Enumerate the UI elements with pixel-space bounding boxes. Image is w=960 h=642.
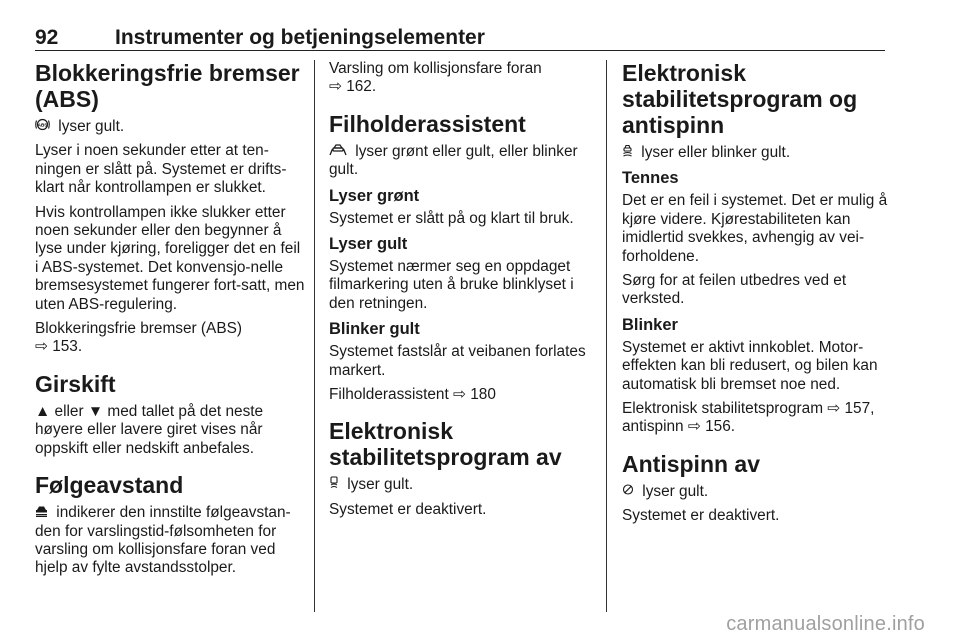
lights-up-heading: Tennes	[622, 169, 679, 188]
column-2	[329, 60, 594, 525]
abs-indicator-line: ABS lyser gult.	[35, 118, 305, 136]
blinks-yellow-text: Systemet fastslår at veibanen forlates markert.	[329, 343, 586, 379]
page-number: 92	[35, 26, 59, 49]
lights-yellow-text: Systemet nærmer seg en oppdaget filmarkering uten å bruke blinklyset i den retningen.	[329, 258, 574, 312]
lane-assist-text: lyser grønt eller gult, eller blinker gult.	[329, 142, 578, 179]
gear-shift-heading: Girskift	[35, 370, 116, 397]
abs-paragraph-1: Lyser i noen sekunder etter at ten-ningen er slått på. Systemet er drifts-klart når kontrollampen er slukket.	[35, 142, 287, 197]
abs-cross-reference: Blokkeringsfrie bremser (ABS) ⇨ 153.	[35, 320, 242, 356]
lane-assist-heading: Filholderassistent	[329, 110, 526, 137]
traction-control-off-indicator-line: lyser gult.	[622, 483, 890, 501]
esp-off-indicator-line: lyser gult.	[329, 476, 594, 494]
traction-control-off-heading: Antispinn av	[622, 450, 761, 477]
lights-up-text-2: Sørg for at feilen utbedres ved et verksted.	[622, 272, 847, 308]
column-3	[622, 60, 890, 532]
reference-arrow-icon: ⇨	[687, 418, 701, 436]
reference-arrow-icon: ⇨	[453, 386, 466, 404]
reference-arrow-icon: ⇨	[35, 338, 48, 356]
esp-heading: Elektronisk stabilitetsprogram og antispinn	[622, 60, 858, 138]
following-distance-text: indikerer den innstilte følgeavstan-den for varslingstid-følsomheten for varsling om kollisjonsfare foran ved hjelp av fylte avstandsstolper.	[35, 504, 291, 577]
lane-keep-assist-icon	[329, 143, 347, 161]
esp-off-heading: Elektronisk stabilitetsprogram av	[329, 418, 562, 471]
esp-icon	[622, 144, 633, 162]
blinks-heading: Blinker	[622, 315, 678, 334]
blinks-text: Systemet er aktivt innkoblet. Motor-effekten kan bli redusert, og bilen kan automatisk bli bremset noe ned.	[622, 338, 878, 393]
lights-up-text-1: Det er en feil i systemet. Det er mulig å kjøre videre. Kjørestabiliteten kan imidlertid svekkes, avhengig av vei-forholdene.	[622, 192, 888, 265]
running-title: Instrumenter og betjeningselementer	[115, 26, 485, 49]
abs-warning-icon	[35, 118, 50, 136]
column-divider-2	[606, 60, 607, 612]
reference-arrow-icon: ⇨	[329, 78, 342, 96]
abs-paragraph-2: Hvis kontrollampen ikke slukker etter noen sekunder eller den begynner å lyse under kjøring, foreligger det en feil i ABS-systemet. Det konvensjo-nelle bremsesystemet fungerer fort-satt, men uten ABS-regulering.	[35, 203, 305, 313]
lane-assist-reference: Filholderassistent ⇨ 180	[329, 386, 496, 404]
column-1	[35, 60, 305, 584]
esp-off-text: Systemet er deaktivert.	[329, 500, 487, 518]
lights-green-text: Systemet er slått på og klart til bruk.	[329, 209, 574, 227]
page-header	[35, 22, 885, 51]
traction-control-off-icon	[622, 483, 634, 501]
reference-arrow-icon: ⇨	[827, 400, 841, 418]
abs-heading: Blokkeringsfrie bremser (ABS)	[35, 60, 300, 112]
shift-up-icon: ▲	[35, 402, 51, 420]
watermark: carmanualsonline.info	[726, 613, 925, 635]
following-distance-heading: Følgeavstand	[35, 472, 184, 499]
lights-green-heading: Lyser grønt	[329, 186, 420, 205]
column-divider-1	[314, 60, 315, 612]
collision-warning-reference: Varsling om kollisjonsfare foran ⇨ 162.	[329, 60, 542, 96]
traction-control-off-text: Systemet er deaktivert.	[622, 507, 780, 525]
gear-shift-text: ▲ eller ▼ med tallet på det neste høyere eller lavere giret vises når oppskift eller nedskift anbefales.	[35, 402, 264, 457]
esp-indicator-line: lyser eller blinker gult.	[622, 144, 890, 162]
blinks-yellow-heading: Blinker gult	[329, 320, 420, 339]
svg-text:ABS: ABS	[37, 122, 48, 128]
following-distance-icon	[35, 504, 48, 522]
esp-off-icon	[329, 476, 339, 494]
lights-yellow-heading: Lyser gult	[329, 235, 408, 254]
esp-references: Elektronisk stabilitetsprogram ⇨ 157, antispinn ⇨ 156.	[622, 400, 875, 436]
shift-down-icon: ▼	[87, 402, 104, 420]
